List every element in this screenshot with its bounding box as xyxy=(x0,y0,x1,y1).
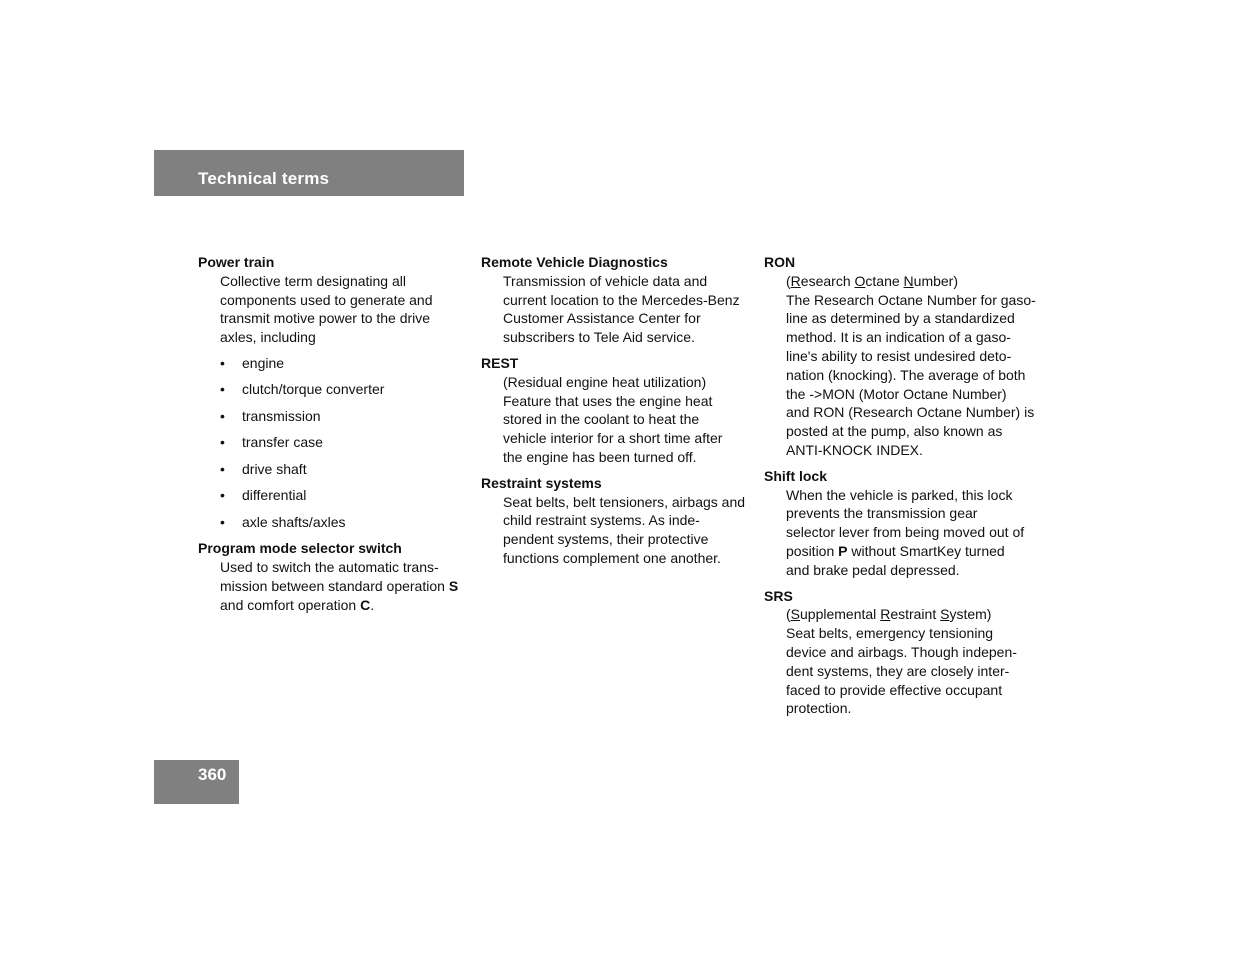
term-heading: Power train xyxy=(198,254,275,270)
definition-line: and RON (Research Octane Number) is xyxy=(786,404,1035,421)
mode-symbol-c: C xyxy=(360,596,371,613)
page-number: 360 xyxy=(198,765,227,784)
acronym-letter: S xyxy=(940,606,950,623)
definition-line: functions complement one another. xyxy=(503,549,721,566)
column-left xyxy=(198,253,466,622)
bullet-item: • clutch/torque converter xyxy=(220,380,466,399)
definition-line: line as determined by a standardized xyxy=(786,310,1015,327)
acronym-expansion xyxy=(786,272,1036,291)
text-run: without SmartKey turned xyxy=(847,542,1005,559)
entry-restraint-systems xyxy=(481,474,749,568)
definition-line xyxy=(220,596,466,615)
mode-symbol-s: S xyxy=(448,577,459,594)
definition-line: protection. xyxy=(786,700,852,717)
definition-line: method. It is an indication of a gaso- xyxy=(786,329,1011,346)
definition-line: Collective term designating all xyxy=(220,272,406,289)
definition-line: the ->MON (Motor Octane Number) xyxy=(786,385,1007,402)
text-run: . xyxy=(370,596,375,613)
definition-line: Feature that uses the engine heat xyxy=(503,392,713,409)
term-definition xyxy=(481,272,749,347)
term-definition xyxy=(481,373,749,467)
entry-ron xyxy=(764,253,1036,460)
definition-line: device and airbags. Though indepen- xyxy=(786,643,1017,660)
definition-line: components used to generate and xyxy=(220,291,433,308)
text-run: ( xyxy=(786,606,791,623)
acronym-expansion xyxy=(786,605,1036,624)
text-run: umber) xyxy=(913,272,959,289)
section-title: Technical terms xyxy=(198,169,330,188)
definition-line: The Research Octane Number for gaso- xyxy=(786,291,1036,308)
text-run: and comfort operation xyxy=(220,596,361,613)
entry-power-train xyxy=(198,253,466,532)
definition-line: Seat belts, belt tensioners, airbags and xyxy=(503,493,746,510)
definition-line: When the vehicle is parked, this lock xyxy=(786,486,1013,503)
bullet-list xyxy=(198,354,466,532)
entry-program-mode-selector xyxy=(198,539,466,614)
term-definition xyxy=(198,272,466,347)
bullet-item: • differential xyxy=(220,486,466,505)
bullet-item: • transmission xyxy=(220,407,466,426)
acronym-letter: O xyxy=(854,272,866,289)
definition-line: Transmission of vehicle data and xyxy=(503,272,708,289)
definition-line: child restraint systems. As inde- xyxy=(503,512,700,529)
definition-line: prevents the transmission gear xyxy=(786,505,978,522)
definition-line: Seat belts, emergency tensioning xyxy=(786,625,994,642)
definition-line: faced to provide effective occupant xyxy=(786,681,1003,698)
acronym-letter: R xyxy=(790,272,801,289)
definition-line: line's ability to resist undesired deto- xyxy=(786,347,1012,364)
entry-rest xyxy=(481,354,749,467)
definition-line: (Residual engine heat utilization) xyxy=(503,373,707,390)
definition-line: selector lever from being moved out of xyxy=(786,524,1025,541)
definition-line: transmit motive power to the drive xyxy=(220,310,431,327)
gear-position-p: P xyxy=(838,542,848,559)
column-right xyxy=(764,253,1036,725)
term-definition xyxy=(764,272,1036,460)
bullet-item: • engine xyxy=(220,354,466,373)
definition-line: stored in the coolant to heat the xyxy=(503,411,700,428)
term-heading: Remote Vehicle Diagnostics xyxy=(481,254,668,270)
definition-line: vehicle interior for a short time after xyxy=(503,430,723,447)
definition-line: ANTI-KNOCK INDEX. xyxy=(786,441,923,458)
definition-line: Customer Assistance Center for xyxy=(503,310,701,327)
term-heading: SRS xyxy=(764,587,793,604)
term-heading: Program mode selector switch xyxy=(198,540,402,557)
text-run: estraint xyxy=(890,606,941,623)
definition-line xyxy=(220,577,466,596)
text-run: ystem) xyxy=(949,606,992,623)
definition-line: the engine has been turned off. xyxy=(503,448,697,465)
acronym-letter: R xyxy=(880,606,891,623)
bullet-item: • transfer case xyxy=(220,433,466,452)
section-header-bar xyxy=(154,150,464,196)
definition-line: nation (knocking). The average of both xyxy=(786,366,1026,383)
text-run: ( xyxy=(786,272,791,289)
definition-line: axles, including xyxy=(220,329,316,346)
term-heading: RON xyxy=(764,254,796,270)
bullet-item: • axle shafts/axles xyxy=(220,513,466,532)
definition-line: and brake pedal depressed. xyxy=(786,561,960,578)
text-run: esearch xyxy=(800,272,855,289)
definition-line xyxy=(786,542,1036,561)
entry-srs xyxy=(764,587,1036,719)
definition-line: posted at the pump, also known as xyxy=(786,423,1003,440)
term-definition xyxy=(764,486,1036,580)
definition-line: Used to switch the automatic trans- xyxy=(220,559,439,576)
definition-line: current location to the Mercedes-Benz xyxy=(503,291,740,308)
term-heading: Shift lock xyxy=(764,467,828,484)
column-middle xyxy=(481,253,749,575)
definition-line: pendent systems, their protective xyxy=(503,531,709,548)
text-run: ctane xyxy=(865,272,904,289)
acronym-letter: N xyxy=(903,272,914,289)
term-heading: Restraint systems xyxy=(481,474,602,491)
bullet-item: • drive shaft xyxy=(220,460,466,479)
term-definition xyxy=(481,493,749,568)
acronym-letter: S xyxy=(790,606,801,623)
term-definition xyxy=(764,605,1036,718)
entry-shift-lock xyxy=(764,467,1036,580)
term-definition xyxy=(198,558,466,614)
term-heading: REST xyxy=(481,354,519,371)
text-run: upplemental xyxy=(800,606,881,623)
entry-remote-vehicle-diagnostics xyxy=(481,253,749,347)
definition-line: dent systems, they are closely inter- xyxy=(786,662,1010,679)
definition-line: subscribers to Tele Aid service. xyxy=(503,329,695,346)
text-run: mission between standard operation xyxy=(220,577,449,594)
text-run: position xyxy=(786,542,839,559)
page-number-tab xyxy=(154,760,239,804)
